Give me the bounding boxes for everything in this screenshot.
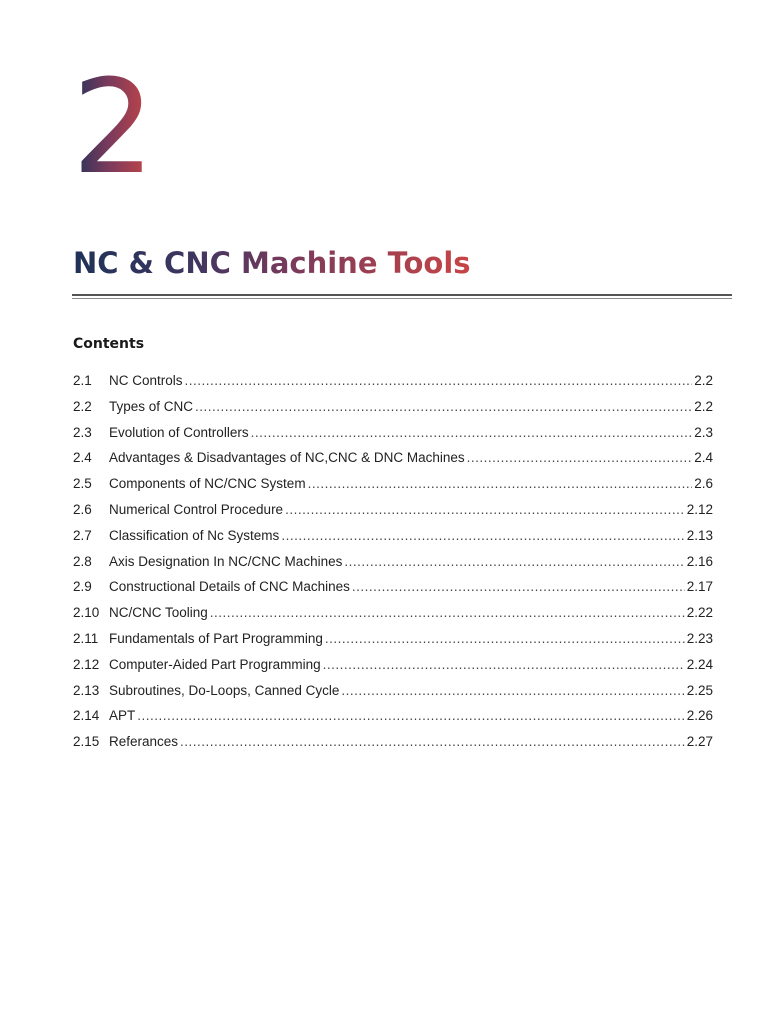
toc-dot-leader xyxy=(285,502,685,517)
toc-entry-2-3[interactable] xyxy=(73,425,713,451)
toc-entry-page: 2.24 xyxy=(686,656,713,672)
toc-dot-leader xyxy=(251,425,693,440)
toc-entry-label: Numerical Control Procedure xyxy=(109,501,284,517)
toc-entry-label: NC Controls xyxy=(109,373,183,388)
toc-entry-2-9[interactable] xyxy=(73,579,713,605)
toc-entry-number: 2.8 xyxy=(73,553,92,569)
toc-entry-number: 2.12 xyxy=(73,656,100,672)
chapter-number: 2 xyxy=(72,51,153,203)
toc-entry-number: 2.14 xyxy=(73,708,100,724)
toc-dot-leader xyxy=(323,657,685,672)
toc-entry-2-1[interactable] xyxy=(73,373,713,399)
toc-entry-label: Referances xyxy=(109,734,179,750)
table-of-contents xyxy=(73,373,713,760)
toc-entry-number: 2.6 xyxy=(73,501,92,517)
toc-entry-label: Constructional Details of CNC Machines xyxy=(109,579,350,595)
chapter-title: NC & CNC Machine Tools xyxy=(73,246,471,280)
toc-entry-number: 2.13 xyxy=(73,682,100,698)
toc-entry-label: Evolution of Controllers xyxy=(109,424,249,440)
toc-entry-label: Fundamentals of Part Programming xyxy=(109,630,323,646)
toc-entry-page: 2.2 xyxy=(694,398,713,414)
toc-entry-page: 2.4 xyxy=(694,450,713,466)
toc-dot-leader xyxy=(341,683,684,698)
toc-entry-page: 2.3 xyxy=(694,424,713,440)
toc-dot-leader xyxy=(180,734,685,749)
toc-entry-2-11[interactable] xyxy=(73,631,713,657)
toc-dot-leader xyxy=(185,373,693,388)
toc-entry-number: 2.1 xyxy=(73,373,92,388)
toc-entry-number: 2.15 xyxy=(73,734,100,750)
toc-dot-leader xyxy=(195,399,692,414)
title-divider xyxy=(72,294,732,296)
toc-entry-2-10[interactable] xyxy=(73,605,713,631)
toc-entry-label: Types of CNC xyxy=(109,398,194,414)
toc-entry-2-2[interactable] xyxy=(73,399,713,425)
toc-entry-page: 2.26 xyxy=(686,708,713,724)
toc-entry-label: Axis Designation In NC/CNC Machines xyxy=(109,553,343,569)
toc-entry-label: APT xyxy=(109,708,136,724)
toc-entry-page: 2.25 xyxy=(686,682,713,698)
toc-dot-leader xyxy=(137,708,684,723)
toc-entry-page: 2.13 xyxy=(686,527,713,543)
toc-dot-leader xyxy=(325,631,685,646)
toc-entry-page: 2.17 xyxy=(686,579,713,595)
toc-entry-label: NC/CNC Tooling xyxy=(109,605,208,621)
title-divider-secondary xyxy=(72,298,732,299)
toc-entry-page: 2.6 xyxy=(694,476,713,492)
toc-dot-leader xyxy=(281,528,684,543)
toc-dot-leader xyxy=(352,579,685,594)
toc-entry-page: 2.22 xyxy=(686,605,713,621)
toc-entry-page: 2.16 xyxy=(686,553,713,569)
toc-entry-2-13[interactable] xyxy=(73,683,713,709)
toc-entry-page: 2.12 xyxy=(686,501,713,517)
toc-entry-page: 2.2 xyxy=(694,373,713,388)
toc-dot-leader xyxy=(344,554,684,569)
toc-entry-number: 2.5 xyxy=(73,476,92,492)
toc-entry-2-8[interactable] xyxy=(73,554,713,580)
toc-entry-2-7[interactable] xyxy=(73,528,713,554)
toc-entry-label: Advantages & Disadvantages of NC,CNC & DNC Machines xyxy=(109,450,465,466)
toc-entry-label: Classification of Nc Systems xyxy=(109,527,280,543)
toc-entry-2-14[interactable] xyxy=(73,708,713,734)
toc-entry-2-6[interactable] xyxy=(73,502,713,528)
toc-entry-number: 2.10 xyxy=(73,605,100,621)
toc-entry-number: 2.9 xyxy=(73,579,92,595)
toc-entry-page: 2.23 xyxy=(686,630,713,646)
toc-dot-leader xyxy=(467,450,693,465)
toc-dot-leader xyxy=(210,605,685,620)
toc-entry-label: Subroutines, Do-Loops, Canned Cycle xyxy=(109,682,340,698)
toc-entry-number: 2.2 xyxy=(73,398,92,414)
toc-entry-label: Computer-Aided Part Programming xyxy=(109,656,321,672)
toc-entry-number: 2.7 xyxy=(73,527,92,543)
toc-entry-number: 2.11 xyxy=(73,630,99,646)
toc-entry-label: Components of NC/CNC System xyxy=(109,476,306,492)
toc-entry-2-5[interactable] xyxy=(73,476,713,502)
toc-entry-number: 2.3 xyxy=(73,424,92,440)
toc-entry-2-12[interactable] xyxy=(73,657,713,683)
toc-entry-2-4[interactable] xyxy=(73,450,713,476)
toc-entry-page: 2.27 xyxy=(686,734,713,750)
toc-entry-number: 2.4 xyxy=(73,450,92,466)
toc-entry-2-15[interactable] xyxy=(73,734,713,760)
contents-heading: Contents xyxy=(73,336,145,352)
toc-dot-leader xyxy=(308,476,693,491)
